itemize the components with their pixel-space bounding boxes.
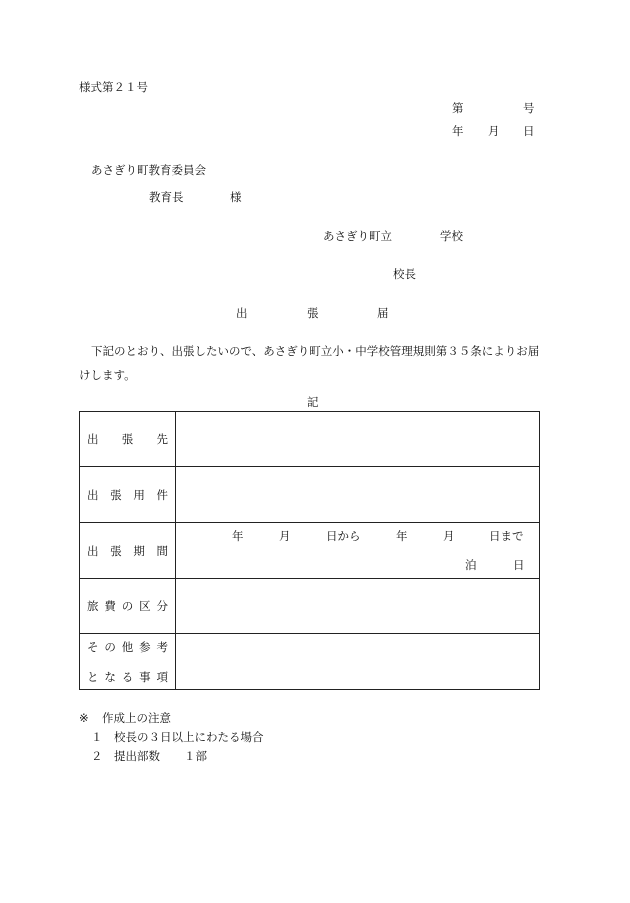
period-days: 日 [513, 558, 525, 572]
label-char: 先 [156, 432, 168, 446]
heading-char-1: 出 [236, 306, 248, 320]
note-2-text: 提出部数 [114, 749, 160, 763]
label-char: 考 [156, 639, 168, 654]
body-line-2: けします。 [79, 368, 136, 382]
sender-title: 校長 [393, 267, 416, 281]
addressee-title: 教育長 [149, 190, 184, 204]
period-year-to: 年 [396, 529, 408, 543]
period-nights: 泊 [465, 558, 477, 572]
label-char: と [87, 669, 99, 684]
travel-expense-field[interactable] [176, 579, 540, 634]
notes-heading: 作成上の注意 [102, 711, 171, 725]
label-char: な [104, 669, 116, 684]
note-1-text: 校長の３日以上にわたる場合 [114, 730, 264, 744]
table-row [80, 634, 540, 690]
label-char: 参 [139, 639, 151, 654]
label-purpose [80, 467, 176, 523]
label-char: 期 [133, 543, 145, 558]
label-char: 間 [156, 543, 168, 558]
label-char: の [121, 599, 134, 613]
label-char: 項 [156, 669, 168, 684]
sender-school-suffix: 学校 [440, 229, 463, 243]
destination-field[interactable] [176, 412, 540, 467]
label-period [80, 523, 176, 579]
date-year: 年 [452, 124, 464, 138]
other-notes-field[interactable] [176, 634, 540, 690]
trip-form-table [79, 411, 540, 690]
label-char: 出 [87, 543, 99, 558]
date-day: 日 [523, 124, 535, 138]
table-row [80, 412, 540, 467]
note-2-extra: １部 [184, 749, 207, 763]
label-char: そ [87, 639, 99, 654]
label-char: 張 [110, 543, 122, 558]
note-2-num: ２ [91, 749, 103, 763]
ki-label: 記 [307, 395, 319, 409]
table-row [80, 579, 540, 634]
label-char: の [104, 639, 116, 654]
label-char: 張 [121, 432, 134, 446]
date-month: 月 [488, 124, 500, 138]
label-char: 他 [121, 639, 134, 654]
period-year-from: 年 [232, 529, 244, 543]
label-other-notes [80, 634, 176, 690]
label-travel-expense [80, 579, 176, 634]
label-char: 用 [133, 487, 145, 502]
body-line-1: 下記のとおり、出張したいので、あさぎり町立小・中学校管理規則第３５条によりお届 [91, 344, 540, 358]
label-char: 費 [104, 599, 116, 613]
period-field[interactable] [176, 523, 540, 579]
addressee-org: あさぎり町教育委員会 [91, 163, 206, 177]
period-day-from: 日から [326, 529, 361, 543]
label-char: 件 [156, 487, 168, 502]
period-month-from: 月 [279, 529, 291, 543]
label-char: 分 [156, 599, 168, 613]
note-1-num: １ [91, 730, 103, 744]
label-char: る [121, 669, 134, 684]
form-number: 様式第２１号 [79, 80, 148, 94]
sender-school-prefix: あさぎり町立 [323, 229, 392, 243]
label-char: 旅 [87, 599, 99, 613]
label-char: 出 [87, 432, 99, 446]
period-day-to: 日まで [489, 529, 524, 543]
label-char: 区 [139, 599, 151, 613]
label-char: 出 [87, 487, 99, 502]
doc-number-suffix: 号 [523, 101, 535, 115]
doc-number-prefix: 第 [452, 101, 464, 115]
period-month-to: 月 [443, 529, 455, 543]
notes-mark: ※ [79, 711, 89, 725]
table-row [80, 523, 540, 579]
table-row [80, 467, 540, 523]
addressee-honorific: 様 [230, 190, 242, 204]
heading-char-2: 張 [307, 306, 319, 320]
label-char: 張 [110, 487, 122, 502]
label-destination [80, 412, 176, 467]
purpose-field[interactable] [176, 467, 540, 523]
label-char: 事 [139, 669, 151, 684]
heading-char-3: 届 [377, 306, 389, 320]
